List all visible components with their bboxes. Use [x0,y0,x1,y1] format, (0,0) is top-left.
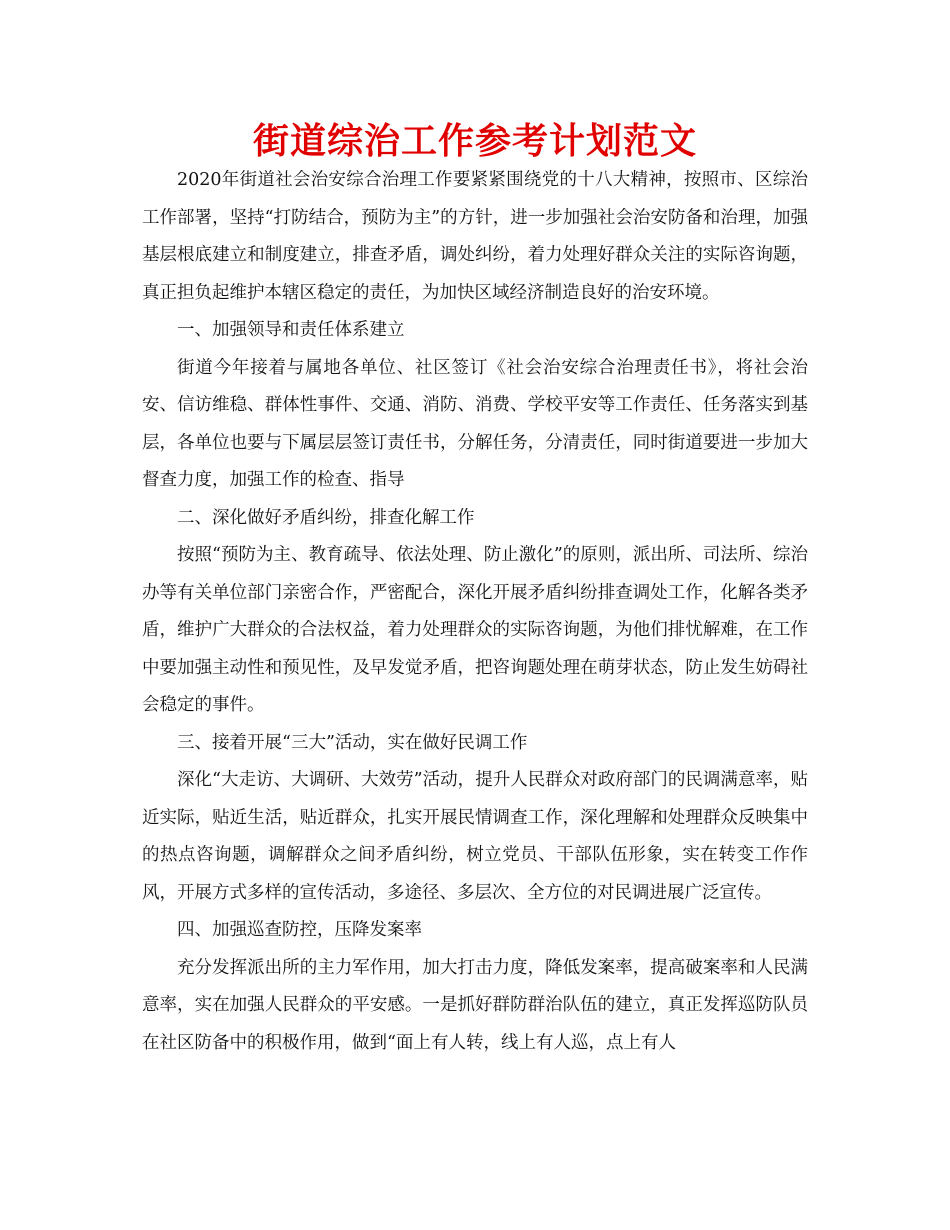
body-paragraph-4: 充分发挥派出所的主力军作用，加大打击力度，降低发案率，提高破案率和人民满意率，实在加强人民群众的平安感。一是抓好群防群治队伍的建立，真正发挥巡防队员在社区防备中的积极作用，做到“面上有人转，线上有人巡，点上有人 [142,957,808,1053]
section-heading-1: 一、加强领导和责任体系建立 [177,320,405,340]
document-body [142,162,808,1062]
body-paragraph-intro: 2020年街道社会治安综合治理工作要紧紧围绕党的十八大精神，按照市、区综治工作部署，坚持“打防结合，预防为主”的方针，进一步加强社会治安防备和治理，加强基层根底建立和制度建立，排查矛盾，调处纠纷，着力处理好群众关注的实际咨询题，真正担负起维护本辖区稳定的责任，为加快区域经济制造良好的治安环境。 [142,170,808,303]
section-heading-2: 二、深化做好矛盾纠纷，排查化解工作 [177,507,475,528]
body-paragraph-2: 按照“预防为主、教育疏导、依法处理、防止激化”的原则，派出所、司法所、综治办等有关单位部门亲密合作，严密配合，深化开展矛盾纠纷排查调处工作，化解各类矛盾，维护广大群众的合法权益，着力处理群众的实际咨询题，为他们排忧解难，在工作中要加强主动性和预见性，及早发觉矛盾，把咨询题处理在萌芽状态，防止发生妨碍社会稳定的事件。 [142,545,808,715]
body-paragraph-1: 街道今年接着与属地各单位、社区签订《社会治安综合治理责任书》，将社会治安、信访维稳、群体性事件、交通、消防、消费、学校平安等工作责任、任务落实到基层，各单位也要与下属层层签订责任书，分解任务，分清责任，同时街道要进一步加大督查力度，加强工作的检查、指导 [142,357,808,490]
body-paragraph-3: 深化“大走访、大调研、大效劳”活动，提升人民群众对政府部门的民调满意率，贴近实际，贴近生活，贴近群众，扎实开展民情调查工作，深化理解和处理群众反映集中的热点咨询题，调解群众之间矛盾纠纷，树立党员、干部队伍形象，实在转变工作作风，开展方式多样的宣传活动，多途径、多层次、全方位的对民调进展广泛宣传。 [142,770,808,903]
section-heading-4: 四、加强巡查防控，压降发案率 [177,920,422,940]
document-title: 街道综治工作参考计划范文 [252,121,697,162]
section-heading-3: 三、接着开展“三大”活动，实在做好民调工作 [177,732,528,753]
